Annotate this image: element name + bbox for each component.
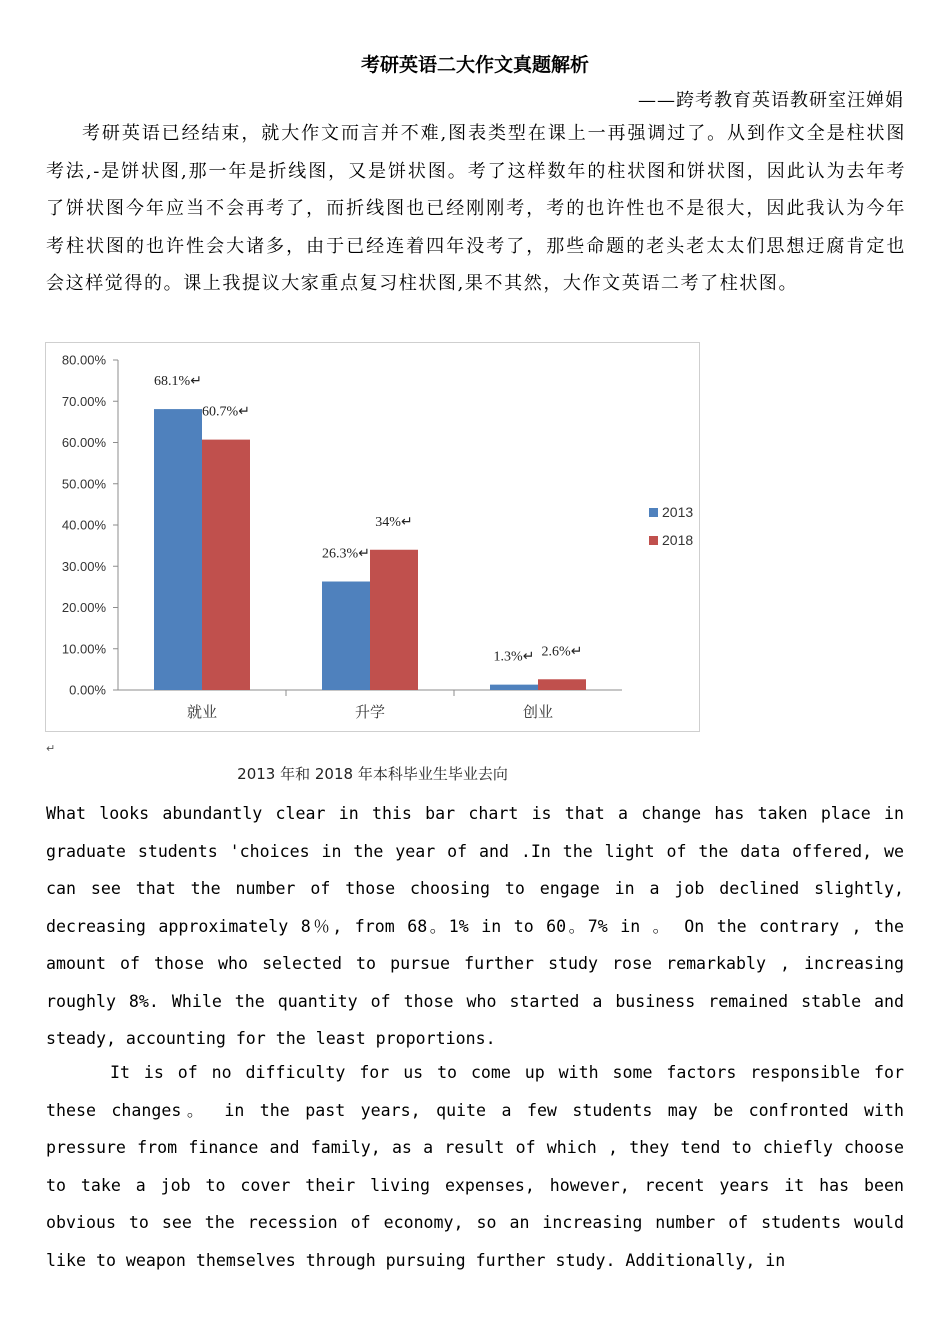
chart-caption: 2013 年和 2018 年本科毕业生毕业去向 <box>237 765 508 783</box>
y-tick-label: 0.00% <box>69 682 106 698</box>
legend-swatch-2013 <box>649 508 658 517</box>
x-category-label: 创业 <box>522 704 554 721</box>
return-mark: ↵ <box>46 742 56 755</box>
bar-2013 <box>154 409 202 690</box>
y-tick-label: 30.00% <box>61 558 106 574</box>
data-label: 26.3%↵ <box>322 546 370 562</box>
english-paragraph-1: What looks abundantly clear in this bar chart is that a change has taken place in graduate students 'choices in the year of and .In the light of the data offered, we can see that the number of those choosing to engage in a job declined slightly, decreasing approximately 8％, from 68。1% in to 60。7% in 。 On the contrary , the amount of those who selected to pursue further study rose remarkably , increasing roughly 8%. While the quantity of those who started a business remained stable and steady, accounting for the least proportions. <box>46 804 904 1048</box>
data-label: 34%↵ <box>375 514 413 530</box>
data-label: 1.3%↵ <box>493 649 535 665</box>
english-paragraph-2: It is of no difficulty for us to come up with some factors responsible for these changes。 in the past years, quite a few students may be confronted with pressure from finance and family, as a result of which , they tend to chiefly choose to take a job to cover their living expenses, however, recent years it has been obvious to see the recession of economy, so an increasing number of students would like to weapon themselves through pursuing further study. Additionally, in <box>46 1063 904 1270</box>
author-line: ——跨考教育英语教研室汪婵娟 <box>638 90 904 111</box>
bar-2018 <box>370 550 418 690</box>
bar-chart-svg <box>46 343 699 731</box>
document-title: 考研英语二大作文真题解析 <box>360 54 589 76</box>
x-category-label: 就业 <box>186 704 218 721</box>
data-label: 2.6%↵ <box>541 644 583 660</box>
data-label: 68.1%↵ <box>154 374 202 390</box>
y-tick-label: 70.00% <box>61 393 106 409</box>
intro-paragraph: 考研英语已经结束，就大作文而言并不难,图表类型在课上一再强调过了。从到作文全是柱状图考法,-是饼状图,那一年是折线图，又是饼状图。考了这样数年的柱状图和饼状图，因此认为去年考了饼状图今年应当不会再考了，而折线图也已经刚刚考，考的也许性也不是很大，因此我认为今年考柱状图的也许性会大诸多，由于已经连着四年没考了，那些命题的老头老太太们思想迂腐肯定也会这样觉得的。课上我提议大家重点复习柱状图,果不其然，大作文英语二考了柱状图。 <box>46 123 906 294</box>
legend-swatch-2018 <box>649 536 658 545</box>
bar-2018 <box>202 440 250 690</box>
x-category-label: 升学 <box>354 704 386 721</box>
legend-label-2018: 2018 <box>662 532 694 548</box>
legend-label-2013: 2013 <box>662 504 694 520</box>
bar-chart <box>45 342 700 732</box>
bar-2013 <box>322 582 370 690</box>
y-tick-label: 50.00% <box>61 476 106 492</box>
bar-2013 <box>490 685 538 690</box>
y-tick-label: 40.00% <box>61 517 106 533</box>
bar-2018 <box>538 679 586 690</box>
data-label: 60.7%↵ <box>202 404 250 420</box>
y-tick-label: 80.00% <box>61 352 106 368</box>
y-tick-label: 10.00% <box>61 641 106 657</box>
y-tick-label: 20.00% <box>61 600 106 615</box>
y-tick-label: 60.00% <box>61 435 106 450</box>
